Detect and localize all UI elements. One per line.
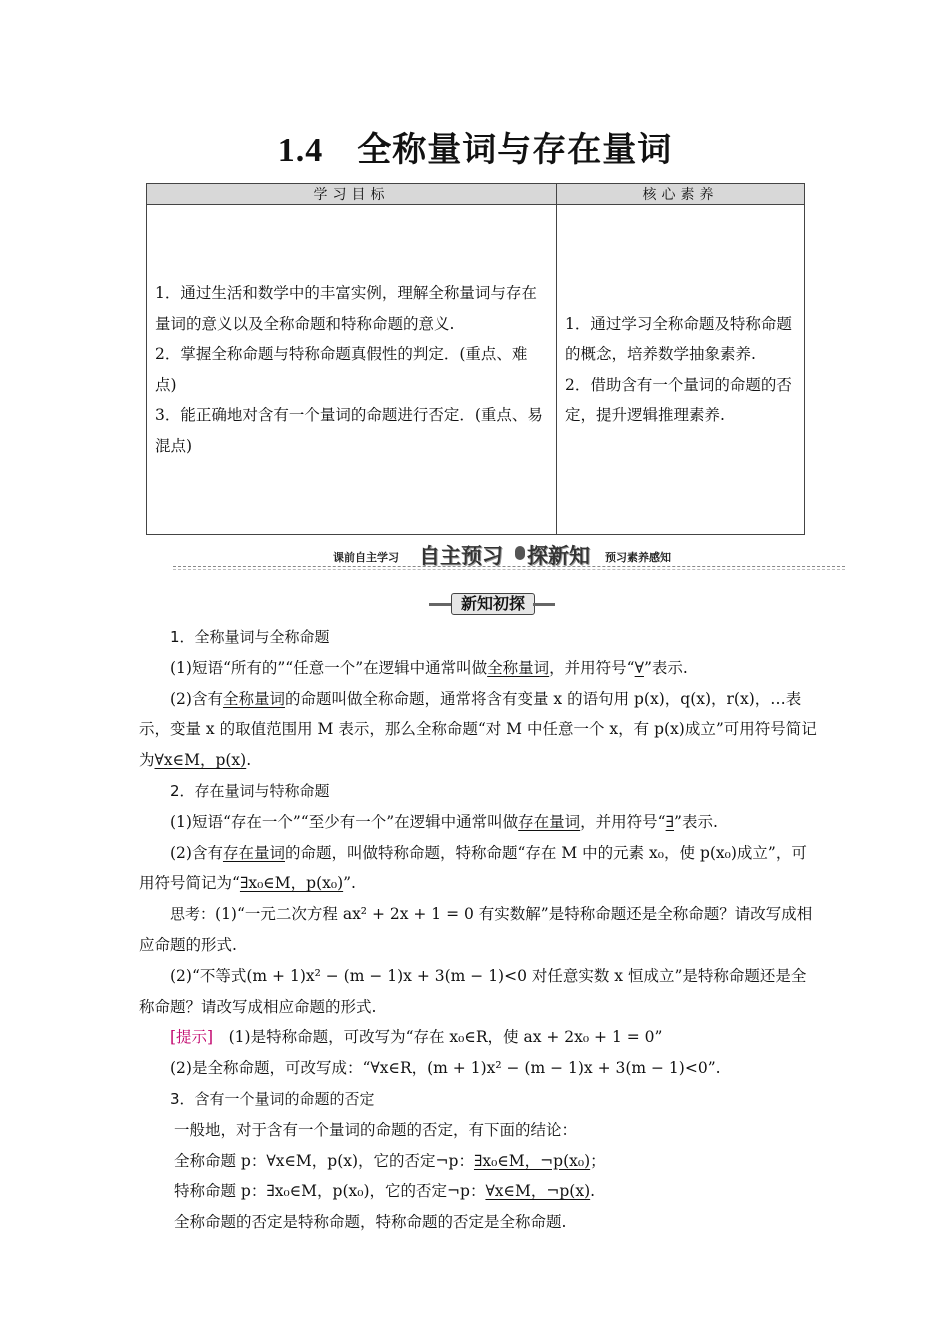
content-body (139, 622, 819, 1238)
band-divider-2 (173, 569, 845, 570)
literacy-goals-cell (557, 205, 805, 535)
para-2-1: (1)短语“存在一个”“至少有一个”在逻辑中通常叫做存在量词，并用符号“∃”表示. (170, 812, 718, 831)
band-arrow-icon (515, 546, 525, 560)
section-number: 1.4 (277, 132, 324, 169)
section-band (173, 540, 845, 572)
term-universal-quantifier-2: 全称量词 (222, 689, 285, 708)
para-1-1: (1)短语“所有的”“任意一个”在逻辑中通常叫做全称量词，并用符号“∀”表示. (170, 658, 688, 677)
think-1: 思考：(1)“一元二次方程 ax² + 2x + 1 = 0 有实数解”是特称命题还是全称命题？请改写成相应命题的形式. (139, 905, 813, 954)
learning-goal-1: 1．通过生活和数学中的丰富实例，理解全称量词与存在量词的意义以及全称命题和特称命题的意义. (155, 284, 537, 333)
term-existential-quantifier: 存在量词 (518, 812, 581, 831)
term-existential-quantifier-2: 存在量词 (222, 843, 285, 862)
section-chip (429, 593, 555, 615)
learning-goal-3: 3．能正确地对含有一个量词的命题进行否定．(重点、易混点) (155, 406, 543, 455)
band-main-label-1: 自主预习 (419, 543, 503, 568)
page-title (0, 122, 950, 171)
para-1-2: (2)含有全称量词的命题叫做全称命题，通常将含有变量 x 的语句用 p(x)，q(x)，r(x)，…表示，变量 x 的取值范围用 M 表示，那么全称命题“对 M 中任意一个 x，有 p(x)成立”可用符号简记为∀x∈M，p(x). (139, 689, 817, 770)
heading-3: 3．含有一个量词的命题的否定 (170, 1089, 375, 1108)
literacy-goal-1: 1．通过学习全称命题及特称命题的概念，培养数学抽象素养. (565, 314, 792, 363)
para-3-intro: 一般地，对于含有一个量词的命题的否定，有下面的结论： (174, 1120, 578, 1139)
symbol-exists: ∃ (665, 812, 675, 831)
term-universal-quantifier: 全称量词 (487, 658, 550, 677)
chip-bar-right (533, 603, 555, 606)
symbol-forall: ∀ (634, 658, 644, 677)
learning-goal-2: 2．掌握全称命题与特称命题真假性的判定．(重点、难点) (155, 345, 528, 394)
tip-1: [提示] (1)是特称命题，可改写为“存在 x₀∈R，使 ax + 2x₀ + 1 = 0” (170, 1028, 663, 1047)
tip-label: [提示] (170, 1028, 214, 1047)
para-3-conclusion: 全称命题的否定是特称命题，特称命题的否定是全称命题. (174, 1213, 567, 1232)
formula-existential: ∃x₀∈M，p(x₀) (239, 874, 344, 893)
goals-header-literacy: 核心素养 (557, 184, 805, 205)
chip-label: 新知初探 (451, 593, 535, 615)
tip-2: (2)是全称命题，可改写成：“∀x∈R，(m + 1)x² − (m − 1)x + 3(m − 1)<0”. (170, 1059, 721, 1078)
section-title: 全称量词与存在量词 (357, 130, 673, 170)
formula-existential-negation: ∀x∈M，¬p(x) (485, 1182, 591, 1201)
chip-bar-left (429, 603, 451, 606)
think-label: 思考： (170, 905, 216, 924)
formula-universal-negation: ∃x₀∈M，¬p(x₀) (473, 1151, 591, 1170)
think-2: (2)“不等式(m + 1)x² − (m − 1)x + 3(m − 1)<0 对任意实数 x 恒成立”是特称命题还是全称命题？请改写成相应命题的形式. (139, 966, 807, 1016)
goals-header-learning: 学习目标 (147, 184, 557, 205)
band-left-label: 课前自主学习 (333, 551, 399, 564)
para-2-2: (2)含有存在量词的命题，叫做特称命题，特称命题“存在 M 中的元素 x₀，使 p(x₀)成立”，可用符号简记为“∃x₀∈M，p(x₀)”. (139, 843, 807, 893)
goals-table (146, 183, 805, 535)
heading-1: 1．全称量词与全称命题 (170, 628, 330, 646)
para-3-universal-negation: 全称命题 p：∀x∈M，p(x)，它的否定¬p：∃x₀∈M，¬p(x₀)； (174, 1151, 606, 1170)
band-right-label: 预习素养感知 (605, 551, 671, 564)
heading-2: 2．存在量词与特称命题 (170, 781, 330, 800)
learning-goals-cell (147, 205, 557, 535)
band-main-label-2: 探新知 (527, 543, 590, 568)
literacy-goal-2: 2．借助含有一个量词的命题的否定，提升逻辑推理素养. (565, 375, 792, 424)
para-3-existential-negation: 特称命题 p：∃x₀∈M，p(x₀)，它的否定¬p：∀x∈M，¬p(x). (174, 1182, 596, 1201)
formula-universal: ∀x∈M，p(x) (154, 751, 247, 770)
band-divider (173, 566, 845, 567)
